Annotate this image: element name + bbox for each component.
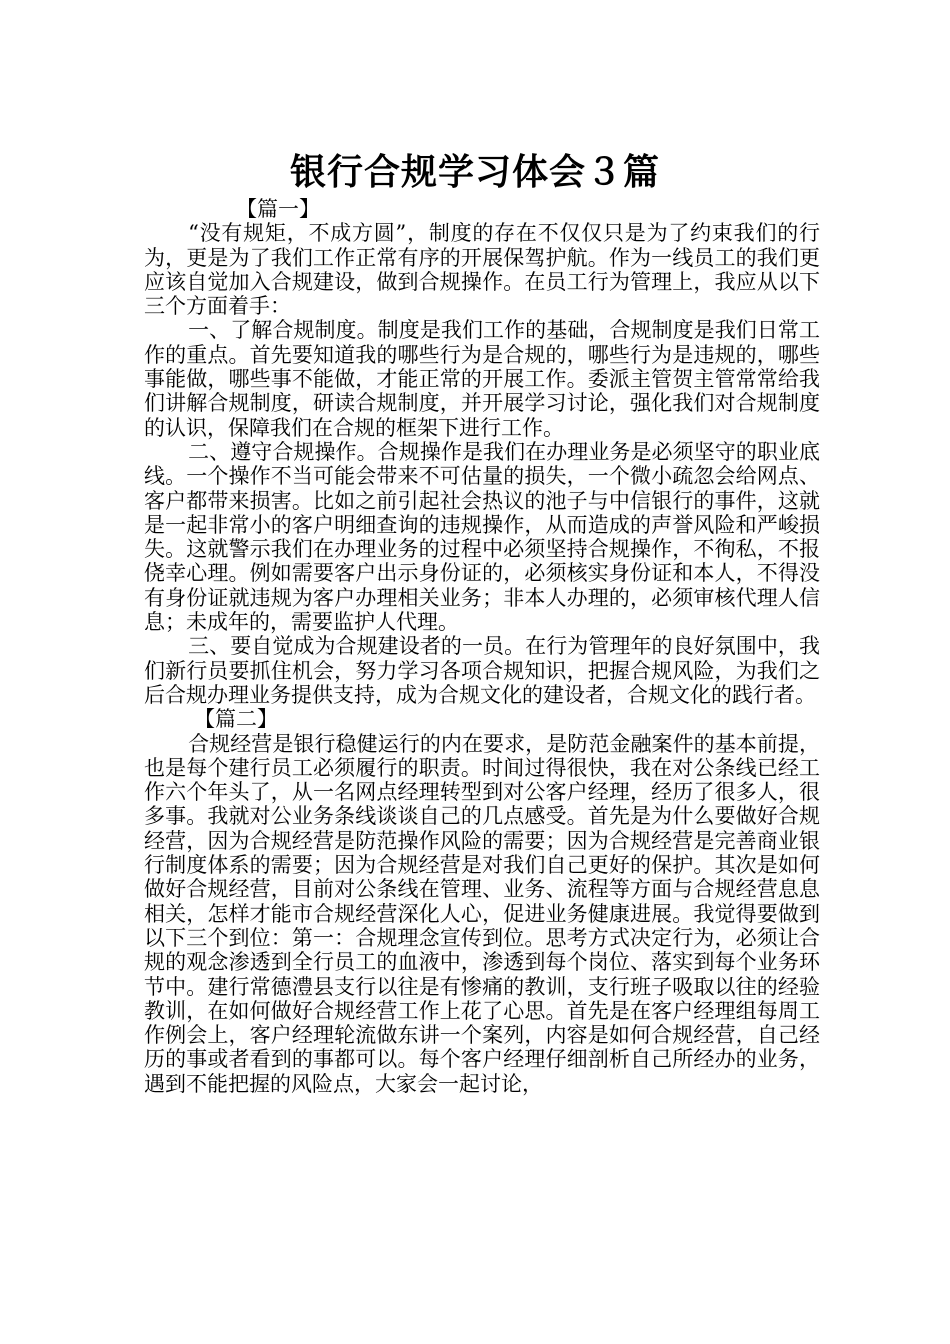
document-title: 银行合规学习体会３篇: [289, 152, 660, 194]
section-heading-1: 【篇一】: [236, 197, 320, 221]
paragraph-point-3: 三、要自觉成为合规建设者的一员。在行为管理年的良好氛围中，我们新行员要抓住机会，努力学习各项合规知识，把握合规风险，为我们之后合规办理业务提供支持，成为合规文化的建设者，合规文化的践行者。: [144, 634, 820, 707]
paragraph-intro: “没有规矩，不成方圆”，制度的存在不仅仅只是为了约束我们的行为，更是为了我们工作正常有序的开展保驾护航。作为一线员工的我们更应该自觉加入合规建设，做到合规操作。在员工行为管理上，我应从以下三个方面着手：: [144, 221, 820, 319]
paragraph-point-2: 二、遵守合规操作。合规操作是我们在办理业务是必须坚守的职业底线。一个操作不当可能会带来不可估量的损失，一个微小疏忽会给网点、客户都带来损害。比如之前引起社会热议的池子与中信银行的事件，这就是一起非常小的客户明细查询的违规操作，从而造成的声誉风险和严峻损失。这就警示我们在办理业务的过程中必须坚持合规操作，不徇私，不报侥幸心理。例如需要客户出示身份证的，必须核实身份证和本人，不得没有身份证就违规为客户办理相关业务；非本人办理的，必须审核代理人信息；未成年的，需要监护人代理。: [144, 439, 820, 635]
paragraph-point-1: 一、了解合规制度。制度是我们工作的基础，合规制度是我们日常工作的重点。首先要知道我的哪些行为是合规的，哪些行为是违规的，哪些事能做，哪些事不能做，才能正常的开展工作。委派主管贺主管常常给我们讲解合规制度，研读合规制度，并开展学习讨论，强化我们对合规制度的认识，保障我们在合规的框架下进行工作。: [144, 318, 820, 440]
paragraph-section-2: 合规经营是银行稳健运行的内在要求，是防范金融案件的基本前提，也是每个建行员工必须履行的职责。时间过得很快，我在对公条线已经工作六个年头了，从一名网点经理转型到对公客户经理，经历了很多人，很多事。我就对公业务条线谈谈自己的几点感受。首先是为什么要做好合规经营，因为合规经营是防范操作风险的需要；因为合规经营是完善商业银行制度体系的需要；因为合规经营是对我们自己更好的保护。其次是如何做好合规经营，目前对公条线在管理、业务、流程等方面与合规经营息息相关，怎样才能市合规经营深化人心，促进业务健康进展。我觉得要做到以下三个到位：第一：合规理念宣传到位。思考方式决定行为，必须让合规的观念渗透到全行员工的血液中，渗透到每个岗位、落实到每个业务环节中。建行常德澧县支行以往是有惨痛的教训，支行班子吸取以往的经验教训，在如何做好合规经营工作上花了心思。首先是在客户经理组每周工作例会上，客户经理轮流做东讲一个案列，内容是如何合规经营，自己经历的事或者看到的事都可以。每个客户经理仔细剖析自己所经办的业务，遇到不能把握的风险点，大家会一起讨论，: [144, 731, 820, 1096]
document-body: [144, 197, 820, 1096]
section-heading-2: 【篇二】: [194, 707, 278, 732]
